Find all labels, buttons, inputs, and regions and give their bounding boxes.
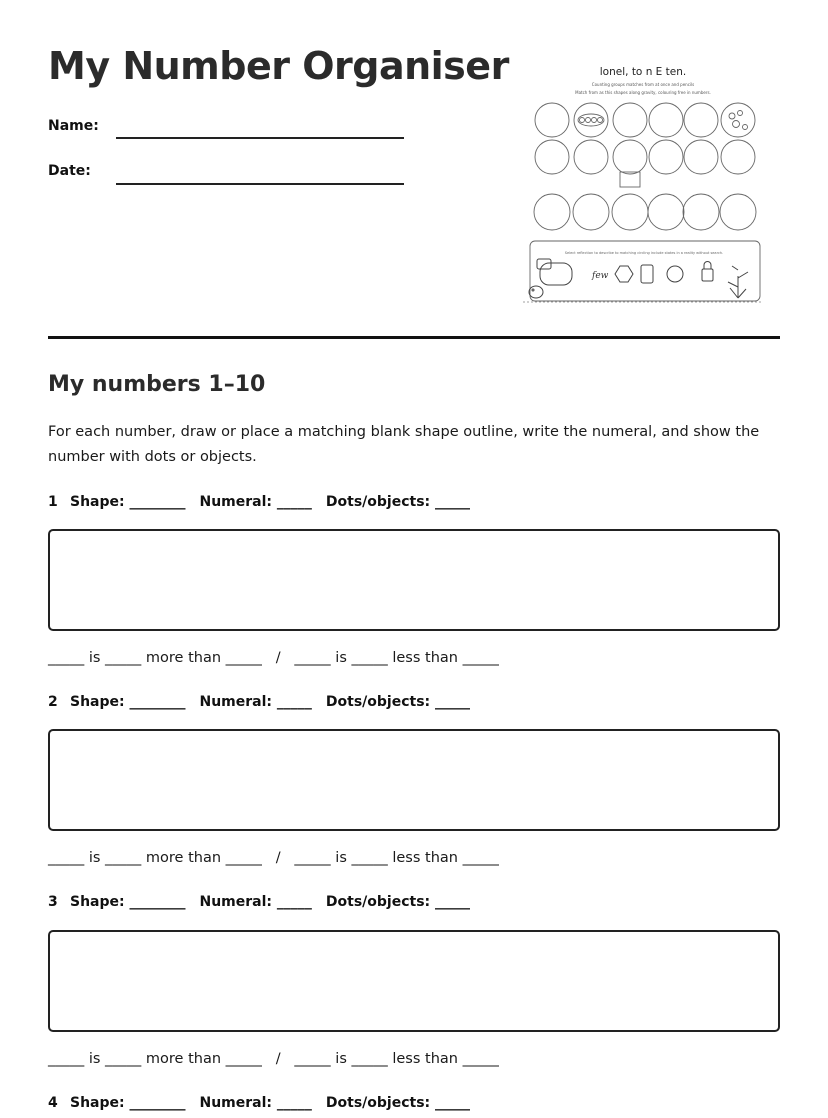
drawing-box[interactable] [48, 729, 780, 831]
item-number: 1 [48, 494, 58, 510]
thumbnail-word: few [592, 271, 609, 281]
numeral-prompt: Numeral: _____ [199, 1095, 312, 1111]
worksheet-thumbnail [518, 58, 766, 308]
dots-prompt: Dots/objects: _____ [325, 1095, 470, 1111]
dots-prompt: Dots/objects: _____ [325, 894, 470, 910]
comparison-line: _____ is _____ more than _____ / _____ is _____ less than _____ [48, 1051, 499, 1067]
dots-prompt: Dots/objects: _____ [325, 694, 470, 710]
item-header [48, 494, 470, 510]
shape-prompt: Shape: ________ [70, 894, 186, 910]
thumbnail-bottom-caption: Select reflection to describe to matching circling include states in a reality without search. [564, 251, 724, 255]
comparison-line: _____ is _____ more than _____ / _____ is _____ less than _____ [48, 650, 499, 666]
drawing-box[interactable] [48, 529, 780, 631]
date-field[interactable] [116, 183, 404, 185]
name-field[interactable] [116, 137, 404, 139]
shape-prompt: Shape: ________ [70, 694, 186, 710]
thumbnail-title: lonel, to n E ten. [599, 66, 687, 78]
thumbnail-line-2: Match from as this shapes along gravity, colouring free in numbers. [575, 90, 711, 95]
item-number: 3 [48, 894, 58, 910]
item-number: 4 [48, 1095, 58, 1111]
item-number: 2 [48, 694, 58, 710]
drawing-box[interactable] [48, 930, 780, 1032]
shape-prompt: Shape: ________ [70, 1095, 186, 1111]
name-label: Name: [48, 118, 99, 134]
item-header [48, 1095, 470, 1111]
comparison-line: _____ is _____ more than _____ / _____ is _____ less than _____ [48, 850, 499, 866]
section-divider [48, 336, 780, 339]
section-title: My numbers 1–10 [48, 372, 266, 397]
shape-prompt: Shape: ________ [70, 494, 186, 510]
item-header [48, 894, 470, 910]
numeral-prompt: Numeral: _____ [199, 494, 312, 510]
item-header [48, 694, 470, 710]
section-instructions: For each number, draw or place a matching blank shape outline, write the numeral, and show the number with dots or objects. [48, 424, 760, 465]
numeral-prompt: Numeral: _____ [199, 894, 312, 910]
page-title: My Number Organiser [48, 44, 509, 88]
date-label: Date: [48, 163, 91, 179]
thumbnail-line-1: Counting groups matches from at once and pencils [591, 82, 695, 87]
numeral-prompt: Numeral: _____ [199, 694, 312, 710]
dots-prompt: Dots/objects: _____ [325, 494, 470, 510]
